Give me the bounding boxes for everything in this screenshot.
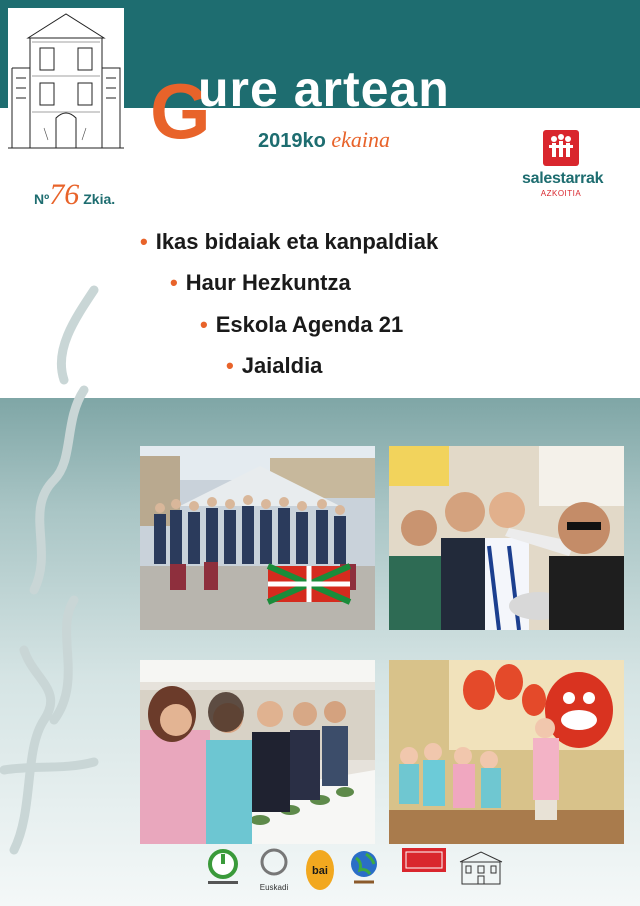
title-initial: G — [150, 67, 211, 155]
bullet-icon: • — [226, 353, 234, 378]
kristau-eskola-icon — [402, 848, 446, 877]
headline-2 — [170, 270, 351, 296]
school-building-icon — [456, 848, 506, 893]
bai-euskarari-icon — [304, 848, 336, 897]
bullet-icon: • — [170, 270, 178, 295]
issue-date — [258, 128, 390, 153]
bullet-icon: • — [140, 229, 148, 254]
photo-agenda21-table — [140, 660, 375, 844]
issue-number-value: 76 — [49, 178, 80, 211]
photo-kids-activity — [389, 446, 624, 630]
headline-3 — [200, 312, 403, 338]
headline-text: Eskola Agenda 21 — [215, 312, 404, 337]
issue-suffix: Zkia. — [83, 191, 116, 207]
brand-location: AZKOITIA — [540, 189, 582, 198]
headline-4 — [226, 353, 322, 379]
bullet-icon: • — [200, 312, 208, 337]
agenda21-power-icon — [206, 848, 240, 893]
globe-icon — [348, 848, 380, 893]
issue-year: 2019ko — [258, 130, 326, 152]
svg-text:bai: bai — [312, 865, 328, 877]
issue-month: ekaina — [331, 127, 391, 152]
signature-watermark — [0, 250, 124, 870]
headline-text: Jaialdia — [241, 353, 323, 378]
sponsor-logos — [200, 848, 520, 900]
euskadi-label: Euskadi — [259, 883, 289, 892]
issue-prefix: Nº — [34, 191, 50, 207]
headline-1 — [140, 229, 438, 255]
photo-group-trip — [140, 446, 375, 630]
photo-festival-performance — [389, 660, 624, 844]
issue-number — [34, 178, 115, 212]
headline-text: Ikas bidaiak eta kanpaldiak — [155, 229, 439, 254]
salestarrak-figures-icon — [543, 130, 579, 166]
school-building-sketch — [8, 8, 124, 158]
brand-name: salestarrak — [522, 170, 604, 187]
headline-text: Haur Hezkuntza — [185, 270, 351, 295]
title-text: ure artean — [198, 61, 450, 117]
euskadi-2006-icon — [252, 848, 296, 892]
salestarrak-logo — [522, 130, 604, 214]
